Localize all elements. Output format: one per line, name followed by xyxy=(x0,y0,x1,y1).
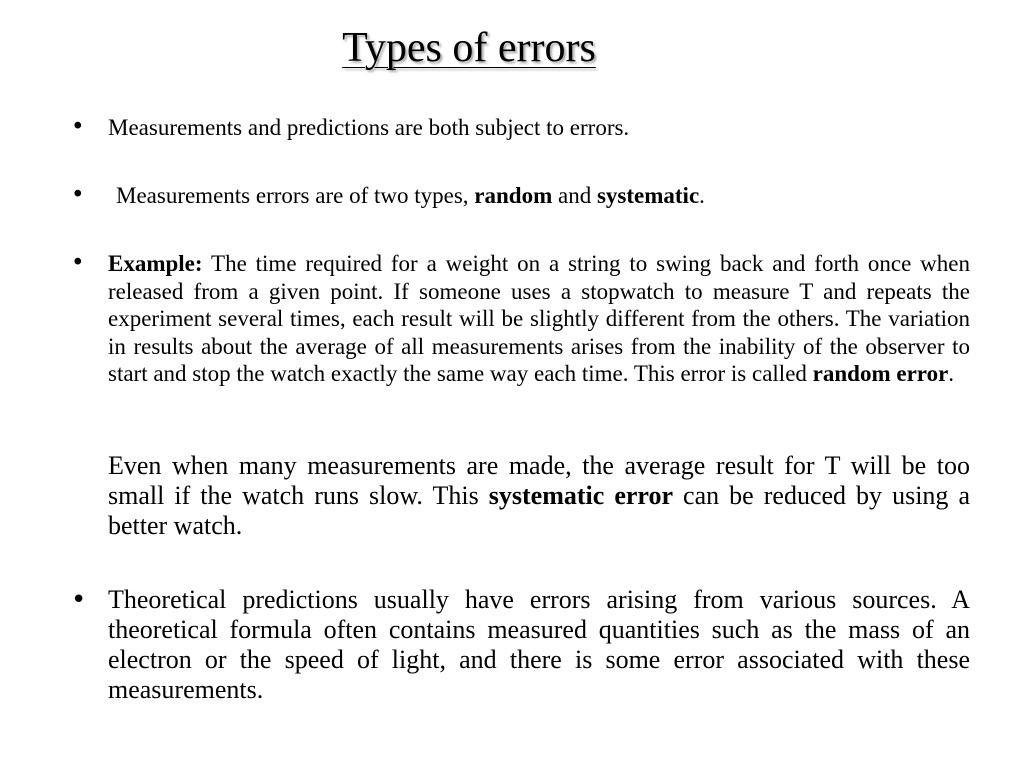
bullet-item-4 xyxy=(71,585,970,705)
bullet-icon: • xyxy=(71,250,85,276)
paragraph-text-part: Even when many measurements are made, the average result for T will be too small if the watch runs slow. This xyxy=(108,451,970,510)
bold-term-systematic-error: systematic error xyxy=(488,481,674,510)
bullet-text: Theoretical predictions usually have errors arising from various sources. A theoretical formula often contains measured quantities such as the mass of an electron or the speed of light, and there is some error associated with these measurements. xyxy=(108,585,970,704)
bullet-text: The time required for a weight on a string to swing back and forth once when released from a given point. If someone uses a stopwatch to measure T and repeats the experiment several times, each result will be slightly different from the others. The variation in results about the average of all measurements arises from the inability of the observer to start and stop the watch exactly the same way each time. This error is called xyxy=(108,251,970,386)
bullet-text-part: . xyxy=(699,183,705,208)
bullet-icon: • xyxy=(71,114,85,140)
slide-title: Types of errors xyxy=(342,25,596,71)
bullet-icon: • xyxy=(71,182,85,208)
systematic-error-paragraph xyxy=(108,451,970,541)
bold-term-systematic: systematic xyxy=(596,183,700,208)
bullet-text-part: Measurements errors are of two types, xyxy=(116,183,475,208)
bullet-item-1 xyxy=(71,114,970,142)
bullet-text: Measurements and predictions are both subject to errors. xyxy=(108,115,630,140)
bullet-text xyxy=(108,183,705,208)
bullet-item-2 xyxy=(71,182,970,210)
bullet-text-end: . xyxy=(948,361,955,386)
bold-term-random: random xyxy=(474,183,553,208)
bullet-icon: • xyxy=(71,585,87,615)
bullet-item-3 xyxy=(71,250,970,388)
paragraph-text-part: can be reduced by using a better watch. xyxy=(108,481,971,540)
bold-term-random-error: random error xyxy=(812,361,949,386)
example-label: Example: xyxy=(108,251,203,276)
bullet-text-part: and xyxy=(552,183,597,208)
